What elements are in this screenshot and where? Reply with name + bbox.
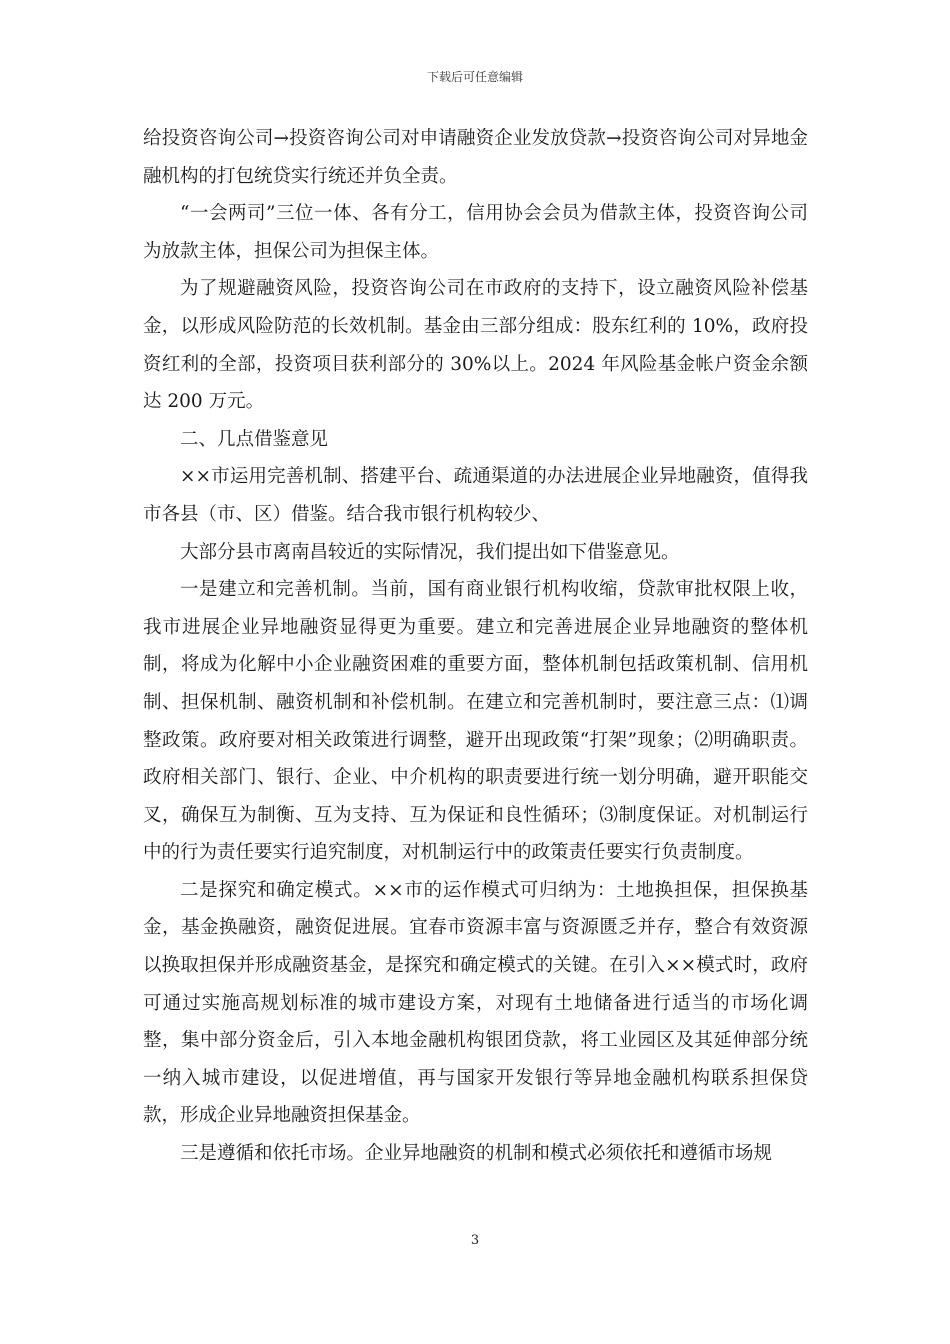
- paragraph-risk-fund: 为了规避融资风险，投资咨询公司在市政府的支持下，设立融资风险补偿基金，以形成风险防范的长效机制。基金由三部分组成：股东红利的 10%，政府投资红利的全部，投资项目获利部分的 30%以上。2024 年风险基金帐户资金余额达 200 万元。: [143, 278, 808, 413]
- paragraph-mechanism: 一是建立和完善机制。当前，国有商业银行机构收缩，贷款审批权限上收，我市进展企业异地融资显得更为重要。建立和完善进展企业异地融资的整体机制，将成为化解中小企业融资困难的重要方面，整体机制包括政策机制、信用机制、担保机制、融资机制和补偿机制。在建立和完善机制时，要注意三点：⑴调整政策。政府要对相关政策进行调整，避开出现政策“打架”现象；⑵明确职责。政府相关部门、银行、企业、中介机构的职责要进行统一划分明确，避开职能交叉，确保互为制衡、互为支持、互为保证和良性循环；⑶制度保证。对机制运行中的行为责任要实行追究制度，对机制运行中的政策责任要实行负责制度。: [143, 579, 808, 864]
- page-header: 下载后可任意编辑: [426, 70, 523, 84]
- section-heading-suggestions: 二、几点借鉴意见: [180, 428, 329, 450]
- document-body: [143, 120, 808, 1173]
- paragraph-market: 三是遵循和依托市场。企业异地融资的机制和模式必须依托和遵循市场规: [180, 1143, 773, 1165]
- paragraph-one-association-two-companies: “一会两司”三位一体、各有分工，信用协会会员为借款主体，投资咨询公司为放款主体，担保公司为担保主体。: [143, 203, 808, 262]
- paragraph-reference-intro: ××市运用完善机制、搭建平台、疏通渠道的办法进展企业异地融资，值得我市各县（市、区）借鉴。结合我市银行机构较少、: [143, 466, 808, 525]
- paragraph-local-situation: 大部分县市离南昌较近的实际情况，我们提出如下借鉴意见。: [180, 541, 680, 563]
- paragraph-mode: 二是探究和确定模式。××市的运作模式可归纳为：土地换担保，担保换基金，基金换融资，融资促进展。宜春市资源丰富与资源匮乏并存，整合有效资源以换取担保并形成融资基金，是探究和确定模式的关键。在引入××模式时，政府可通过实施高规划标准的城市建设方案，对现有土地储备进行适当的市场化调整，集中部分资金后，引入本地金融机构银团贷款，将工业园区及其延伸部分统一纳入城市建设，以促进增值，再与国家开发银行等异地金融机构联系担保贷款，形成企业异地融资担保基金。: [143, 879, 808, 1127]
- paragraph-continuation: 给投资咨询公司→投资咨询公司对申请融资企业发放贷款→投资咨询公司对异地金融机构的打包统贷实行统还并负全责。: [143, 128, 808, 187]
- page-number: 3: [470, 1233, 480, 1248]
